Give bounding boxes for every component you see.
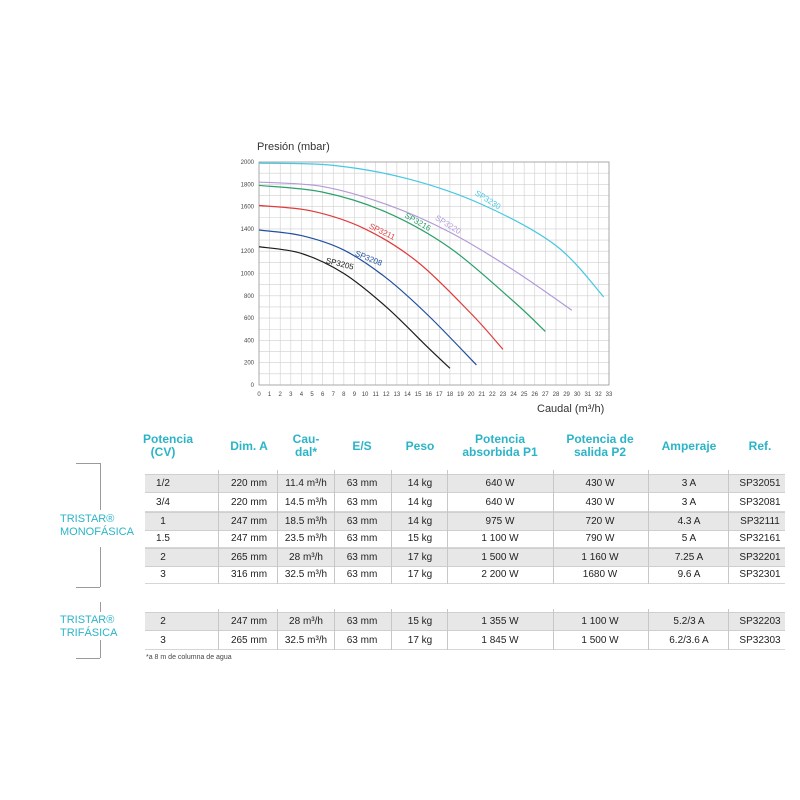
x-tick-label: 20 <box>467 392 475 398</box>
table-cell: 63 mm <box>346 569 378 580</box>
table-cell: 1 500 W <box>581 635 619 646</box>
table-cell: SP32303 <box>739 635 781 646</box>
x-tick-label: 31 <box>584 392 592 398</box>
x-tick-label: 9 <box>352 392 357 398</box>
y-tick-label: 1600 <box>240 204 254 211</box>
table-cell: 1 <box>160 516 166 527</box>
series-curve-sp3208 <box>259 230 476 365</box>
footnote: *a 8 m de columna de agua <box>146 654 232 661</box>
table-cell: 975 W <box>485 516 515 527</box>
x-tick-label: 33 <box>605 392 613 398</box>
table-cell: 1680 W <box>582 569 618 580</box>
x-tick-label: 26 <box>531 392 539 398</box>
bracket-bot-1 <box>76 587 100 588</box>
table-row <box>145 530 785 548</box>
column-divider <box>277 609 278 650</box>
table-cell: 63 mm <box>346 635 378 646</box>
table-cell: 1 100 W <box>481 533 519 544</box>
column-header-line: absorbida P1 <box>462 445 538 459</box>
y-axis-title: Presión (mbar) <box>257 141 330 153</box>
column-divider <box>334 470 335 584</box>
table-cell: 7.25 A <box>674 552 704 563</box>
table-cell: 640 W <box>485 497 515 508</box>
table-cell: 1 500 W <box>481 552 519 563</box>
column-header-line: Amperaje <box>661 439 717 453</box>
y-tick-label: 1400 <box>240 226 254 233</box>
x-tick-label: 11 <box>372 392 379 398</box>
bracket-2b <box>100 640 101 658</box>
y-tick-label: 1200 <box>240 249 254 256</box>
x-tick-label: 4 <box>299 392 304 398</box>
column-divider <box>648 470 649 584</box>
table-cell: 17 kg <box>407 569 433 580</box>
table-cell: 1 845 W <box>481 635 519 646</box>
chart-grid <box>259 162 609 385</box>
table-cell: 2 200 W <box>481 569 519 580</box>
table-cell: 6.2/3.6 A <box>669 635 709 646</box>
column-header-line: Peso <box>405 439 435 453</box>
x-tick-label: 22 <box>488 392 496 398</box>
table-cell: 63 mm <box>346 552 378 563</box>
column-divider <box>728 609 729 650</box>
x-tick-label: 19 <box>457 392 464 398</box>
column-divider <box>334 609 335 650</box>
table-cell: 63 mm <box>346 516 378 527</box>
column-header-line: salida P2 <box>573 445 627 459</box>
column-divider <box>553 470 554 584</box>
table-cell: 17 kg <box>407 635 433 646</box>
table-cell: 28 m³/h <box>289 616 323 627</box>
curve-label: SP3220 <box>433 213 463 237</box>
table-cell: 430 W <box>585 497 615 508</box>
x-axis-title: Caudal (m³/h) <box>537 403 605 415</box>
x-tick-label: 7 <box>331 392 335 398</box>
x-tick-label: 0 <box>257 392 261 398</box>
x-tick-label: 24 <box>510 392 517 398</box>
column-divider <box>728 470 729 584</box>
series-curve-sp3216 <box>259 185 545 331</box>
table-cell: 32.5 m³/h <box>284 635 328 646</box>
x-tick-label: 23 <box>499 392 507 398</box>
table-cell: 11.4 m³/h <box>285 478 327 489</box>
table-cell: 23.5 m³/h <box>284 533 328 544</box>
column-header <box>392 440 448 453</box>
table-cell: 430 W <box>585 478 615 489</box>
y-tick-label: 800 <box>243 293 254 300</box>
table-cell: 63 mm <box>346 497 378 508</box>
table-cell: 2 <box>160 552 166 563</box>
column-header <box>650 440 728 453</box>
column-header <box>550 433 650 459</box>
column-header-line: Cau- <box>292 432 320 446</box>
table-cell: 1/2 <box>156 478 170 489</box>
curve-label: SP3205 <box>324 256 355 272</box>
table-cell: 14 kg <box>407 478 433 489</box>
chart-curves <box>259 163 604 368</box>
table-cell: 9.6 A <box>677 569 701 580</box>
curve-label: SP3211 <box>367 221 397 242</box>
x-tick-label: 17 <box>435 392 443 398</box>
column-divider <box>218 470 219 584</box>
x-tick-label: 5 <box>310 392 314 398</box>
x-tick-labels <box>257 392 613 398</box>
table-cell: 15 kg <box>407 616 433 627</box>
table-cell: 247 mm <box>230 616 268 627</box>
x-tick-label: 6 <box>320 392 325 398</box>
table-row <box>145 474 785 493</box>
x-tick-label: 25 <box>520 392 528 398</box>
bracket-1b <box>100 547 101 587</box>
table-cell: 3 A <box>681 478 697 489</box>
table-cell: 265 mm <box>230 635 268 646</box>
series-curve-sp3230 <box>259 163 604 297</box>
table-cell: 247 mm <box>230 533 268 544</box>
curve-label: SP3216 <box>403 210 433 233</box>
x-tick-label: 1 <box>267 392 272 398</box>
group-label-trifasica: TRISTAR® TRIFÁSICA <box>60 614 118 639</box>
table-cell: SP32161 <box>739 533 781 544</box>
column-header <box>278 433 334 459</box>
x-tick-label: 27 <box>542 392 549 398</box>
table-cell: SP32203 <box>739 616 781 627</box>
table-row <box>145 612 785 631</box>
x-tick-label: 28 <box>552 392 560 398</box>
x-tick-label: 14 <box>404 392 411 398</box>
x-tick-label: 30 <box>573 392 581 398</box>
column-header-line: Potencia <box>143 432 194 446</box>
table-cell: SP32201 <box>739 552 781 563</box>
table-cell: SP32081 <box>739 497 781 508</box>
table-cell: 28 m³/h <box>289 552 323 563</box>
y-tick-label: 200 <box>243 360 254 367</box>
table-cell: 220 mm <box>230 497 268 508</box>
x-tick-label: 8 <box>342 392 346 398</box>
column-header-line: Potencia <box>474 432 525 446</box>
table-row <box>145 512 785 531</box>
bracket-top-1 <box>76 463 100 464</box>
column-divider <box>277 470 278 584</box>
table-cell: 265 mm <box>230 552 268 563</box>
x-tick-label: 3 <box>289 392 293 398</box>
group-label-monofasica: TRISTAR® MONOFÁSICA <box>60 513 134 538</box>
column-divider <box>447 470 448 584</box>
table-cell: 1.5 <box>156 533 170 544</box>
x-tick-label: 16 <box>425 392 433 398</box>
bracket-bot-2 <box>76 658 100 659</box>
table-cell: 63 mm <box>346 533 378 544</box>
table-cell: 63 mm <box>346 616 378 627</box>
column-header-line: Potencia de <box>566 432 634 446</box>
series-curve-sp3220 <box>259 182 572 310</box>
table-row <box>145 494 785 512</box>
x-tick-label: 10 <box>361 392 369 398</box>
x-tick-label: 2 <box>278 392 282 398</box>
table-cell: 1 100 W <box>581 616 619 627</box>
bracket-2 <box>100 602 101 612</box>
table-cell: 720 W <box>585 516 615 527</box>
table-cell: 1 160 W <box>581 552 619 563</box>
column-divider <box>648 609 649 650</box>
table-cell: 247 mm <box>230 516 268 527</box>
x-tick-label: 13 <box>393 392 401 398</box>
table-cell: 2 <box>160 616 166 627</box>
table-cell: 15 kg <box>407 533 433 544</box>
y-tick-label: 400 <box>243 338 254 345</box>
column-header <box>334 440 390 453</box>
table-cell: 17 kg <box>407 552 433 563</box>
table-cell: 63 mm <box>346 478 378 489</box>
table-cell: 316 mm <box>230 569 268 580</box>
table-cell: SP32111 <box>740 516 780 527</box>
table-cell: SP32301 <box>739 569 781 580</box>
y-tick-label: 600 <box>243 316 254 323</box>
x-tick-label: 32 <box>595 392 602 398</box>
bracket-1 <box>100 463 101 510</box>
column-divider <box>391 470 392 584</box>
column-header <box>730 440 790 453</box>
curve-label: SP3208 <box>353 248 384 268</box>
y-tick-label: 2000 <box>240 160 254 166</box>
column-header <box>221 440 277 453</box>
table-cell: 4.3 A <box>677 516 701 527</box>
y-tick-label: 1800 <box>240 182 254 189</box>
table-cell: 18.5 m³/h <box>284 516 328 527</box>
column-header <box>143 432 194 459</box>
table-cell: 14.5 m³/h <box>284 497 328 508</box>
x-tick-label: 18 <box>446 392 454 398</box>
table-cell: 14 kg <box>407 516 433 527</box>
column-header <box>450 433 550 459</box>
x-tick-label: 29 <box>563 392 570 398</box>
column-divider <box>391 609 392 650</box>
table-cell: 32.5 m³/h <box>284 569 328 580</box>
table-row <box>145 548 785 567</box>
column-divider <box>218 609 219 650</box>
table-cell: SP32051 <box>739 478 781 489</box>
x-tick-label: 21 <box>478 392 486 398</box>
column-header-line: (CV) <box>150 445 176 459</box>
y-tick-label: 0 <box>250 383 254 389</box>
table-cell: 3 <box>160 569 166 580</box>
table-cell: 5.2/3 A <box>673 616 705 627</box>
table-cell: 14 kg <box>407 497 433 508</box>
x-tick-label: 15 <box>414 392 422 398</box>
table-cell: 790 W <box>585 533 615 544</box>
column-header-line: Ref. <box>748 439 772 453</box>
table-row <box>145 632 785 650</box>
curve-label: SP3230 <box>473 188 503 212</box>
x-tick-label: 12 <box>382 392 390 398</box>
column-divider <box>447 609 448 650</box>
y-tick-labels <box>241 160 255 389</box>
table-cell: 640 W <box>485 478 515 489</box>
y-tick-label: 1000 <box>240 271 254 278</box>
table-cell: 1 355 W <box>481 616 519 627</box>
table-cell: 220 mm <box>230 478 268 489</box>
column-header-line: Dim. A <box>230 439 268 453</box>
table-cell: 3/4 <box>156 497 170 508</box>
column-divider <box>553 609 554 650</box>
table-row <box>145 566 785 584</box>
column-header-line: dal* <box>294 445 317 459</box>
column-header-line: E/S <box>352 439 372 453</box>
table-cell: 5 A <box>681 533 697 544</box>
table-cell: 3 A <box>681 497 697 508</box>
table-cell: 3 <box>160 635 166 646</box>
